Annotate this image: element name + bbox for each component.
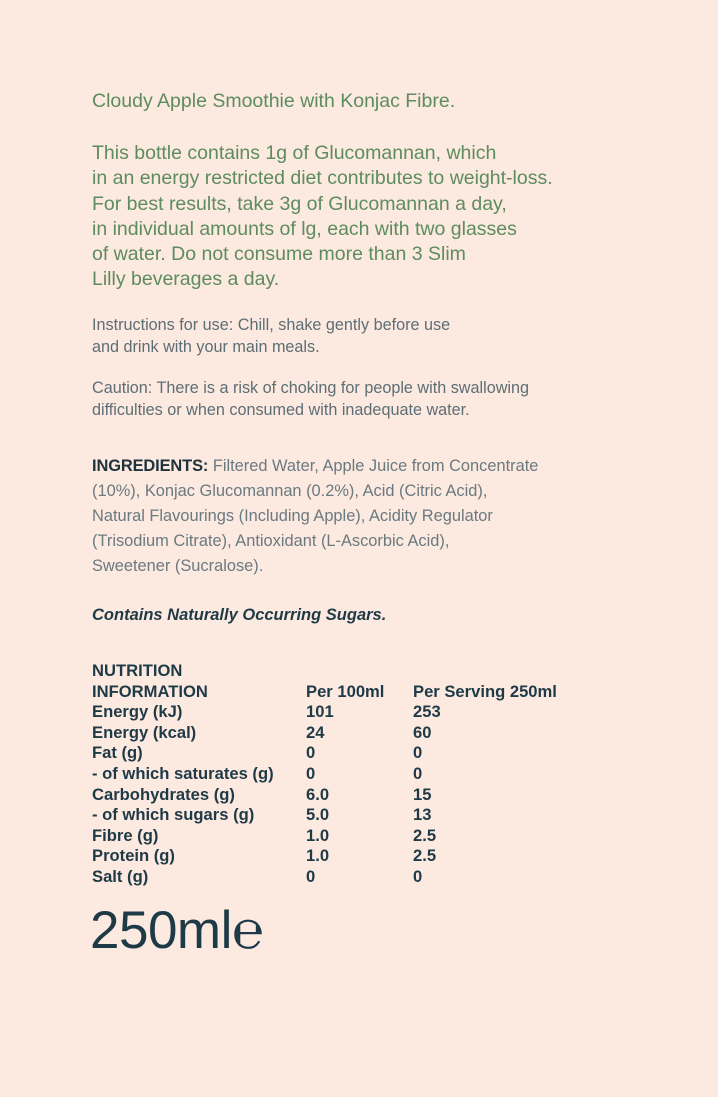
ingredients-line: Natural Flavourings (Including Apple), Acidity Regulator: [92, 507, 493, 525]
nutrient-per-100ml: 1.0: [306, 846, 330, 866]
caution-line: difficulties or when consumed with inadequate water.: [92, 400, 470, 419]
health-claim-line: in an energy restricted diet contributes to weight-loss.: [92, 167, 553, 190]
nutrient-per-100ml: 0: [306, 763, 316, 783]
instructions-block: [92, 315, 672, 358]
nutrition-title-text: NUTRITION: [92, 661, 183, 680]
health-claim-line: Lilly beverages a day.: [92, 268, 280, 291]
nutrient-per-serving: 2.5: [413, 825, 437, 845]
ingredients-line: Sweetener (Sucralose).: [92, 557, 264, 575]
ingredients-first-line: [92, 454, 682, 479]
nutrient-per-serving: 60: [413, 722, 432, 742]
product-label: [92, 0, 672, 1097]
nutrient-label: - of which saturates (g): [92, 763, 274, 783]
nutrient-per-100ml: 1.0: [306, 825, 330, 845]
health-claim-line: in individual amounts of lg, each with two glasses: [92, 217, 517, 240]
health-claim-line: For best results, take 3g of Glucomannan a day,: [92, 192, 507, 215]
column-header-per-serving: Per Serving 250ml: [413, 681, 557, 701]
instructions-line: and drink with your main meals.: [92, 337, 320, 356]
nutrient-per-100ml: 0: [306, 743, 316, 763]
ingredients-line: (10%), Konjac Glucomannan (0.2%), Acid (Citric Acid),: [92, 482, 488, 500]
nutrient-per-serving: 0: [413, 763, 423, 783]
nutrient-per-serving: 13: [413, 805, 432, 825]
nutrient-per-100ml: 5.0: [306, 805, 330, 825]
nutrient-per-100ml: 24: [306, 722, 325, 742]
ingredients-text: Filtered Water, Apple Juice from Concentrate: [208, 457, 539, 475]
nutrient-label: Energy (kJ): [92, 702, 183, 722]
nutrient-label: Protein (g): [92, 846, 175, 866]
nutrient-per-100ml: 6.0: [306, 784, 330, 804]
nutrient-label: Energy (kcal): [92, 722, 197, 742]
ingredients-line: (Trisodium Citrate), Antioxidant (L-Ascorbic Acid),: [92, 532, 450, 550]
instructions-line: Instructions for use: Chill, shake gently before use: [92, 316, 451, 334]
nutrient-per-serving: 15: [413, 784, 432, 804]
nutrient-label: - of which sugars (g): [92, 805, 255, 825]
ingredients-heading: INGREDIENTS:: [92, 457, 209, 475]
natural-sugars-note: Contains Naturally Occurring Sugars.: [92, 606, 387, 624]
nutrient-label: Salt (g): [92, 866, 149, 886]
nutrition-title-text: INFORMATION: [92, 681, 208, 701]
nutrient-label: Fibre (g): [92, 825, 159, 845]
volume-statement: [90, 901, 263, 961]
estimated-sign-icon: ℮: [231, 901, 264, 960]
nutrient-label: Carbohydrates (g): [92, 784, 235, 804]
nutrient-per-serving: 253: [413, 702, 441, 722]
ingredients-block: [92, 454, 682, 579]
nutrient-per-100ml: 101: [306, 702, 334, 722]
health-claim-line: of water. Do not consume more than 3 Slim: [92, 243, 466, 266]
health-claim-block: [92, 141, 682, 293]
product-title: Cloudy Apple Smoothie with Konjac Fibre.: [92, 90, 456, 112]
caution-block: [92, 378, 672, 421]
nutrient-per-100ml: 0: [306, 866, 316, 886]
volume-amount: 250ml: [90, 901, 232, 960]
nutrient-per-serving: 2.5: [413, 846, 437, 866]
nutrient-per-serving: 0: [413, 866, 423, 886]
health-claim-line: This bottle contains 1g of Glucomannan, which: [92, 142, 497, 164]
caution-line: Caution: There is a risk of choking for people with swallowing: [92, 379, 529, 397]
nutrient-label: Fat (g): [92, 743, 143, 763]
column-header-per-100ml: Per 100ml: [306, 681, 385, 701]
nutrient-per-serving: 0: [413, 743, 423, 763]
